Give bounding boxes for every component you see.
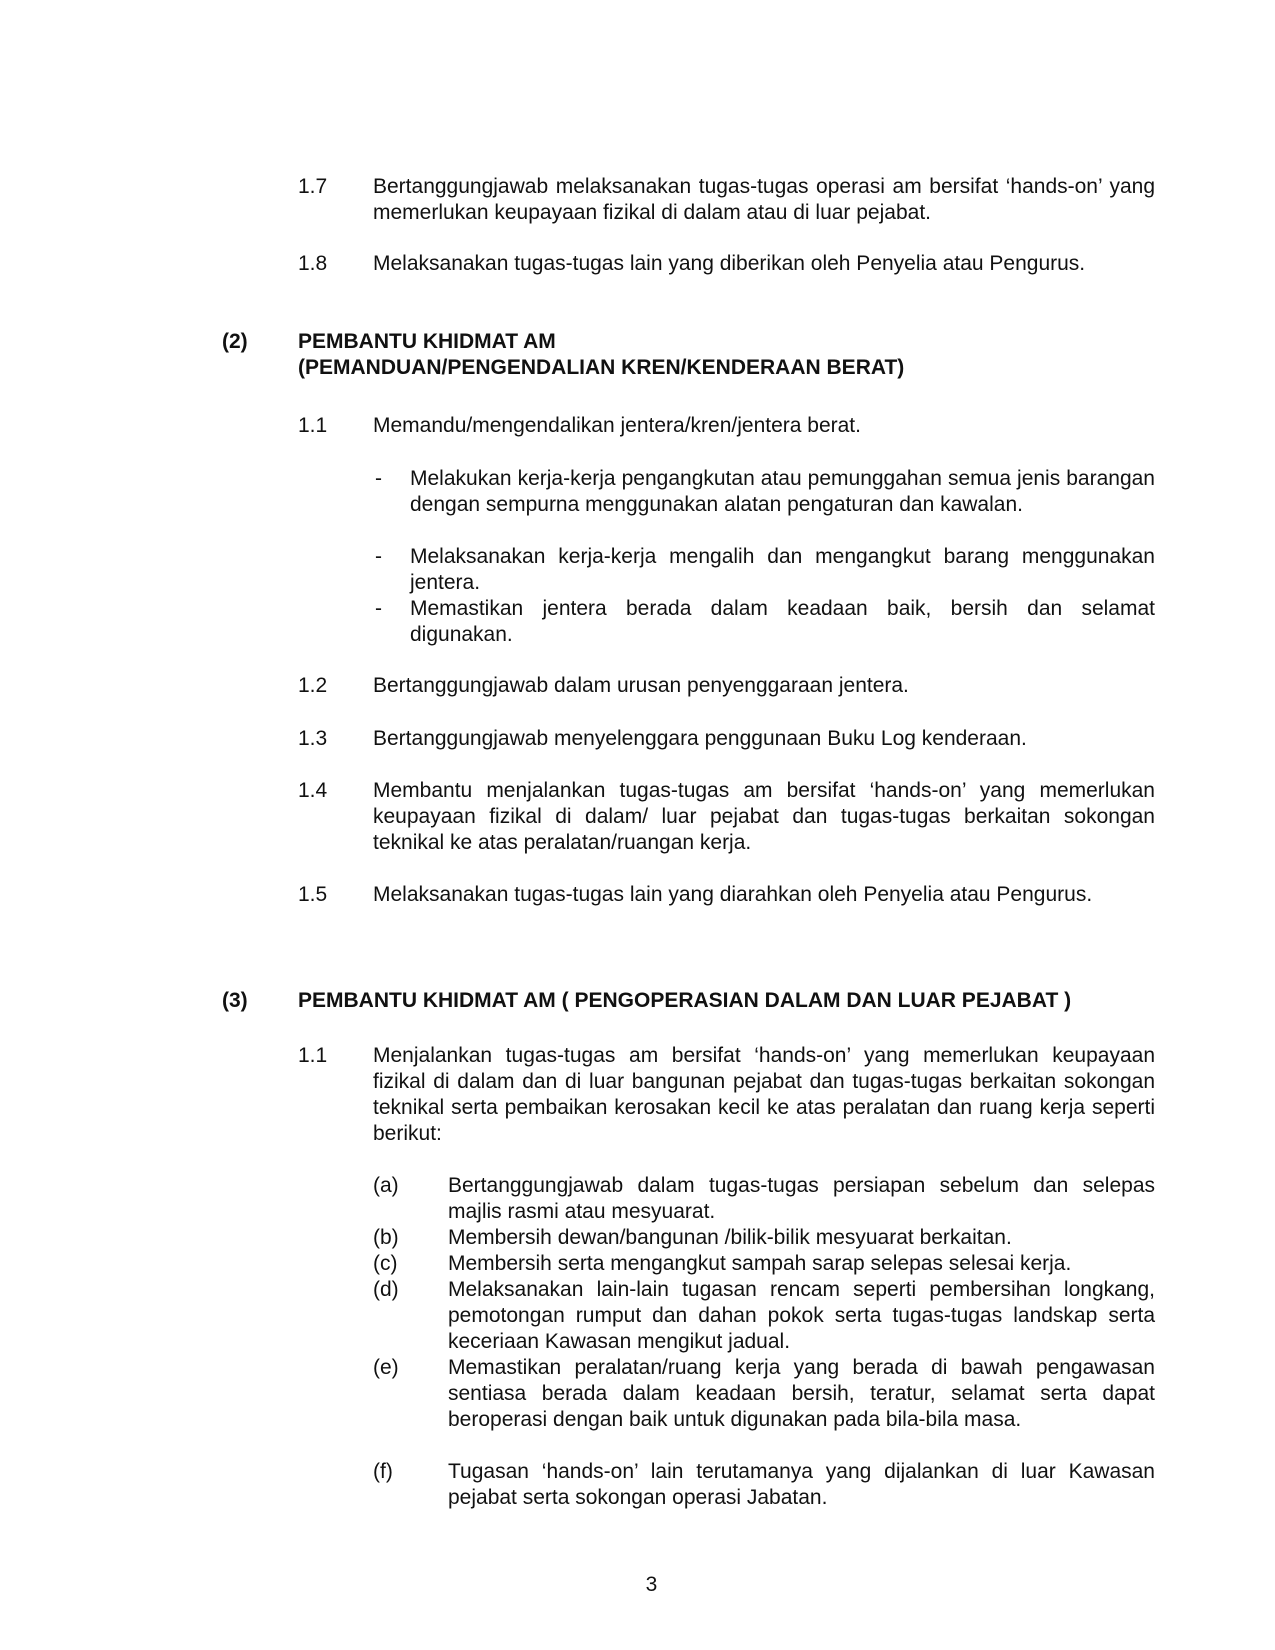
subitem-label: (c) <box>373 1252 398 1275</box>
item-text: Bertanggungjawab menyelenggara penggunaan Buku Log kenderaan. <box>373 727 1027 750</box>
page-number: 3 <box>645 1573 658 1596</box>
item-number: 1.8 <box>298 252 328 275</box>
item-text: Membantu menjalankan tugas-tugas am bersifat ‘hands-on’ yang memerlukan keupayaan fizikal di dalam/ luar pejabat dan tugas-tugas berkaitan sokongan teknikal ke atas peralatan/ruangan kerja. <box>373 779 1155 854</box>
subitem-label: (e) <box>373 1356 399 1379</box>
subitem-text: Tugasan ‘hands-on’ lain terutamanya yang dijalankan di luar Kawasan pejabat serta sokongan operasi Jabatan. <box>448 1460 1155 1509</box>
section-title-line: PEMBANTU KHIDMAT AM <box>298 330 556 353</box>
bullet-text: Memastikan jentera berada dalam keadaan baik, bersih dan selamat digunakan. <box>410 597 1155 646</box>
item-number: 1.4 <box>298 779 328 802</box>
bullet-text: Melakukan kerja-kerja pengangkutan atau pemunggahan semua jenis barangan dengan sempurna menggunakan alatan pengaturan dan kawalan. <box>410 467 1155 516</box>
subitem-text: Memastikan peralatan/ruang kerja yang berada di bawah pengawasan sentiasa berada dalam keadaan bersih, teratur, selamat serta dapat beroperasi dengan baik untuk digunakan pada bila-bila masa. <box>448 1356 1155 1431</box>
subitem-text: Membersih serta mengangkut sampah sarap selepas selesai kerja. <box>448 1252 1072 1275</box>
item-number: 1.1 <box>298 1044 328 1067</box>
subitem-text: Membersih dewan/bangunan /bilik-bilik mesyuarat berkaitan. <box>448 1226 1012 1249</box>
section-title: PEMBANTU KHIDMAT AM ( PENGOPERASIAN DALAM DAN LUAR PEJABAT ) <box>298 989 1072 1012</box>
bullet-marker: - <box>375 597 382 620</box>
item-number: 1.3 <box>298 727 328 750</box>
section-title-line: (PEMANDUAN/PENGENDALIAN KREN/KENDERAAN BERAT) <box>298 356 905 379</box>
item-text: Memandu/mengendalikan jentera/kren/jentera berat. <box>373 414 861 437</box>
section-title <box>298 329 1158 381</box>
section-number: (2) <box>222 330 248 353</box>
subitem-label: (f) <box>373 1460 393 1483</box>
subitem-text: Melaksanakan lain-lain tugasan rencam seperti pembersihan longkang, pemotongan rumput dan dahan pokok serta tugas-tugas landskap serta keceriaan Kawasan mengikut jadual. <box>448 1278 1155 1353</box>
item-number: 1.1 <box>298 414 328 437</box>
section-number: (3) <box>222 989 248 1012</box>
subitem-label: (b) <box>373 1226 399 1249</box>
item-text: Menjalankan tugas-tugas am bersifat ‘hands-on’ yang memerlukan keupayaan fizikal di dalam dan di luar bangunan pejabat dan tugas-tugas berkaitan sokongan teknikal serta pembaikan kerosakan kecil ke atas peralatan dan ruang kerja seperti berikut: <box>373 1044 1155 1145</box>
item-number: 1.7 <box>298 175 328 198</box>
bullet-marker: - <box>375 467 382 490</box>
subitem-label: (d) <box>373 1278 399 1301</box>
subitem-text: Bertanggungjawab dalam tugas-tugas persiapan sebelum dan selepas majlis rasmi atau mesyuarat. <box>448 1174 1155 1223</box>
item-number: 1.5 <box>298 883 328 906</box>
item-text: Bertanggungjawab melaksanakan tugas-tugas operasi am bersifat ‘hands-on’ yang memerlukan keupayaan fizikal di dalam atau di luar pejabat. <box>373 175 1155 224</box>
bullet-marker: - <box>375 545 382 568</box>
item-text: Bertanggungjawab dalam urusan penyenggaraan jentera. <box>373 674 909 697</box>
item-text: Melaksanakan tugas-tugas lain yang diarahkan oleh Penyelia atau Pengurus. <box>373 883 1093 906</box>
bullet-text: Melaksanakan kerja-kerja mengalih dan mengangkut barang menggunakan jentera. <box>410 545 1155 594</box>
subitem-label: (a) <box>373 1174 399 1197</box>
item-text: Melaksanakan tugas-tugas lain yang diberikan oleh Penyelia atau Pengurus. <box>373 252 1086 275</box>
item-number: 1.2 <box>298 674 328 697</box>
